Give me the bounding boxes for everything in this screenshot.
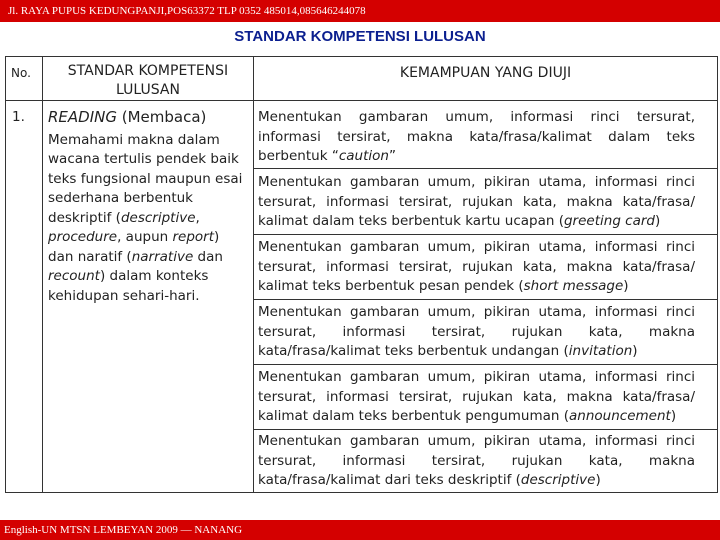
skill-name-en: READING <box>48 108 117 126</box>
ability-item-greeting-card <box>258 173 695 232</box>
ability-item-short-message <box>258 238 695 297</box>
ability-text: ) <box>623 278 629 294</box>
ability-text: Menentukan gambaran umum, pikiran utama, informasi rinci tersurat, informasi tersirat, rujukan kata, makna kata/frasa/ kalimat teks berbentuk pesan pendek ( <box>258 239 695 294</box>
desc-italic: recount <box>48 268 100 284</box>
ability-item-descriptive <box>258 432 695 491</box>
ability-italic: caution <box>338 148 389 164</box>
competency-cell <box>48 108 248 306</box>
header-address-bar <box>0 0 720 22</box>
footer-text: English-UN MTSN LEMBEYAN 2009 — NANANG <box>4 524 243 536</box>
desc-text: , <box>195 209 200 226</box>
ability-text: ) <box>632 343 638 359</box>
ability-text: Menentukan gambaran umum, pikiran utama, informasi rinci tersurat, informasi tersirat, rujukan kata, makna kata/frasa/ kalimat dalam teks berbentuk kartu ucapan ( <box>258 174 695 229</box>
header-address: Jl. RAYA PUPUS KEDUNGPANJI,POS63372 TLP 0352 485014,085646244078 <box>8 5 366 17</box>
ability-text: ) <box>655 213 661 229</box>
ability-italic: announcement <box>569 408 671 424</box>
ability-italic: short message <box>523 278 624 294</box>
desc-italic: descriptive <box>120 209 196 226</box>
skill-title <box>48 108 248 128</box>
ability-item-invitation <box>258 303 695 362</box>
ability-italic: descriptive <box>520 472 596 488</box>
ability-italic: greeting card <box>563 213 655 229</box>
ability-text: ) <box>595 472 601 488</box>
ability-item-announcement <box>258 368 695 427</box>
desc-text: ) dan naratif ( <box>48 229 220 265</box>
desc-text: Memahami makna dalam wacana tertulis pendek baik teks fungsional maupun esai sederhana berbentuk deskriptif ( <box>48 131 243 226</box>
ability-text: Menentukan gambaran umum, informasi rinci tersurat, informasi tersirat, makna kata/frasa/kalimat dalam teks berbentuk “ <box>258 109 695 164</box>
competency-description <box>48 131 248 307</box>
desc-italic: procedure <box>48 229 118 245</box>
ability-text: Menentukan gambaran umum, pikiran utama, informasi rinci tersurat, informasi tersirat, rujukan kata, makna kata/frasa/kalimat teks berbentuk undangan ( <box>258 304 695 359</box>
ability-italic: invitation <box>568 343 633 359</box>
desc-text: ) dalam konteks kehidupan sehari-hari. <box>48 268 209 304</box>
skill-name-id: (Membaca) <box>121 108 207 126</box>
col-header-ability: KEMAMPUAN YANG DIUJI <box>399 65 572 81</box>
col-header-standard: STANDAR KOMPETENSI LULUSAN <box>67 63 229 98</box>
ability-text: ” <box>388 148 396 164</box>
ability-text: ) <box>670 408 677 424</box>
desc-text: dan <box>193 248 223 265</box>
ability-item-caution <box>258 108 695 167</box>
desc-text: , aupun <box>117 229 173 245</box>
footer-bar <box>0 520 720 540</box>
row-number: 1. <box>12 109 25 125</box>
col-header-no: No. <box>11 66 31 80</box>
ability-text: Menentukan gambaran umum, pikiran utama, informasi rinci tersurat, informasi tersirat, rujukan kata, makna kata/frasa/kalimat dari teks deskriptif ( <box>258 433 695 488</box>
desc-italic: narrative <box>131 248 194 265</box>
ability-text: Menentukan gambaran umum, pikiran utama, informasi rinci tersurat, informasi tersirat, rujukan kata, makna kata/frasa/ kalimat dalam teks berbentuk pengumuman ( <box>258 369 695 424</box>
page-title: STANDAR KOMPETENSI LULUSAN <box>234 28 486 45</box>
desc-italic: report <box>172 229 215 245</box>
